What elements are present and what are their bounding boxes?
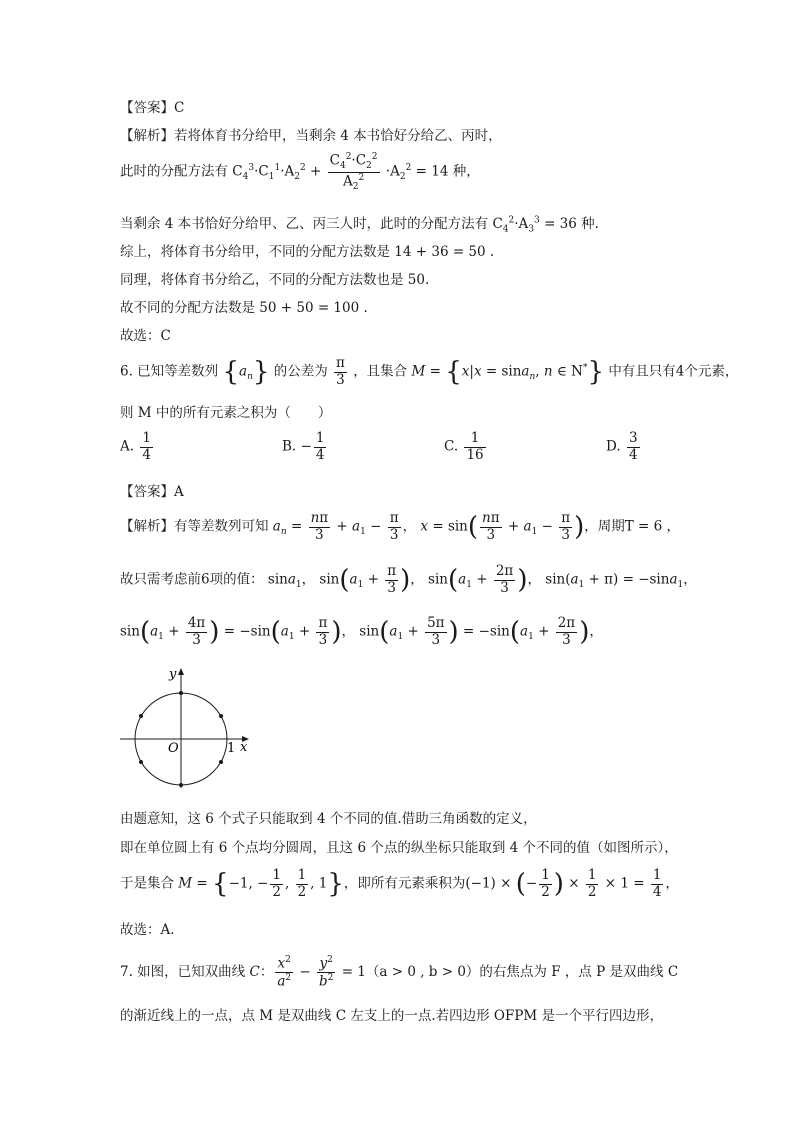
q6-analysis-line3: $\sin(a_1$ + $\frac{4\pi}{3}$ ) = $-\sin(a_1$ + $\frac{\pi}{3}$ )， $\sin(a_1$ + $\frac{5\pi}{3}$ ) = $-\sin(a_1$ + $\frac{2\pi}{3}$ )，	[120, 615, 603, 648]
q5-fraction: $\frac{C_4^2\cdot C_2^2}{A_2^2}$	[329, 152, 378, 192]
circle-point	[179, 783, 183, 787]
option-d: D. $\frac{3}{4}$	[606, 430, 638, 463]
q7-line2: 的渐近线上的一点，点 M 是双曲线 C 左支上的一点.若四边形 OFPM 是一个平行四边形，	[120, 1008, 664, 1024]
q6-text-3: 于是集合 M = {−1, − $\frac{1}{2}$ , $\frac{1}{2}$ , 1}，即所有元素乘积为(−1) × (− $\frac{1}{2}$ ) × $\frac{1}{2}$ × 1 = $\frac{1}{4}$ ，	[120, 867, 679, 900]
circle-point	[219, 714, 223, 718]
q6-stem-line1: 6. 已知等差数列 $\{a_n\}$ 的公差为 $\frac{\pi}{3}$ ，且集合 M = {x|x = sina$_n$, n ∈ N*} 中有且只有4个元素，	[120, 355, 739, 388]
q5-analysis-line4: 综上，将体育书分给甲，不同的分配方法数是 14 + 36 = 50 .	[120, 244, 495, 260]
unit-circle-diagram	[116, 664, 256, 792]
q6-choice: 故选：A.	[120, 922, 175, 938]
q7-line1: 7. 如图，已知双曲线 C： $\frac{x^2}{a^2}$ − $\frac{y^2}{b^2}$ = 1（a > 0 , b > 0）的右焦点为 F ，点 P 是双曲线 C	[120, 955, 679, 990]
option-c: C. $\frac{1}{16}$	[444, 430, 484, 463]
circle-point	[179, 691, 183, 695]
circle-point	[139, 760, 143, 764]
one-label: 1	[227, 741, 236, 756]
option-a: A. $\frac{1}{4}$	[120, 430, 151, 463]
q6-stem-line2: 则 M 中的所有元素之积为（ ）	[120, 405, 332, 421]
q6-text-2: 即在单位圆上有 6 个点均分圆周，且这 6 个点的纵坐标只能取到 4 个不同的值（如图所示），	[120, 840, 678, 856]
q5-analysis-line6: 故不同的分配方法数是 50 + 50 = 100 .	[120, 300, 368, 316]
option-b: B. − $\frac{1}{4}$	[282, 430, 325, 463]
q5-answer: 【答案】C	[120, 100, 185, 116]
circle-point	[139, 714, 143, 718]
q5-analysis-line2: 此时的分配方法有 $C_4^3\cdot C_1^1\cdot A_2^2$ + $\frac{C_4^2\cdot C_2^2}{A_2^2}$ $\cdot A_2^2 = 14$ 种，	[120, 152, 480, 192]
q5-analysis-line3: 当剩余 4 本书恰好分给甲、乙、丙三人时，此时的分配方法有 $C_4^2\cdot A_3^3 = 36$ 种.	[120, 215, 599, 235]
q6-answer: 【答案】A	[120, 484, 184, 500]
q5-analysis-line1: 【解析】若将体育书分给甲，当剩余 4 本书恰好分给乙、丙时，	[120, 128, 502, 144]
y-axis-arrow	[178, 668, 184, 675]
x-axis-label: x	[240, 740, 248, 755]
q6-text-1: 由题意知，这 6 个式子只能取到 4 个不同的值.借助三角函数的定义，	[120, 811, 537, 827]
circle-point	[219, 760, 223, 764]
y-axis-label: y	[169, 667, 177, 682]
origin-label: O	[168, 741, 179, 756]
q5-analysis-line5: 同理，将体育书分给乙，不同的分配方法数也是 50.	[120, 272, 430, 288]
q6-analysis-line2: 故只需考虑前6项的值： sina$_1$， $\sin(a_1$ + $\frac{\pi}{3}$ )， $\sin(a_1$ + $\frac{2\pi}{3}$ )， $\sin(a_1 + \pi) = -\sin a_1$，	[120, 563, 697, 596]
q6-analysis-line1: 【解析】有等差数列可知 $a_n$ = $\frac{n\pi}{3}$ + $a_1$ − $\frac{\pi}{3}$ ， x = sin( $\frac{n\pi}{3}$ + $a_1$ − $\frac{\pi}{3}$ )，周期T = 6 ，	[120, 510, 681, 543]
q5-choice: 故选：C	[120, 328, 171, 344]
